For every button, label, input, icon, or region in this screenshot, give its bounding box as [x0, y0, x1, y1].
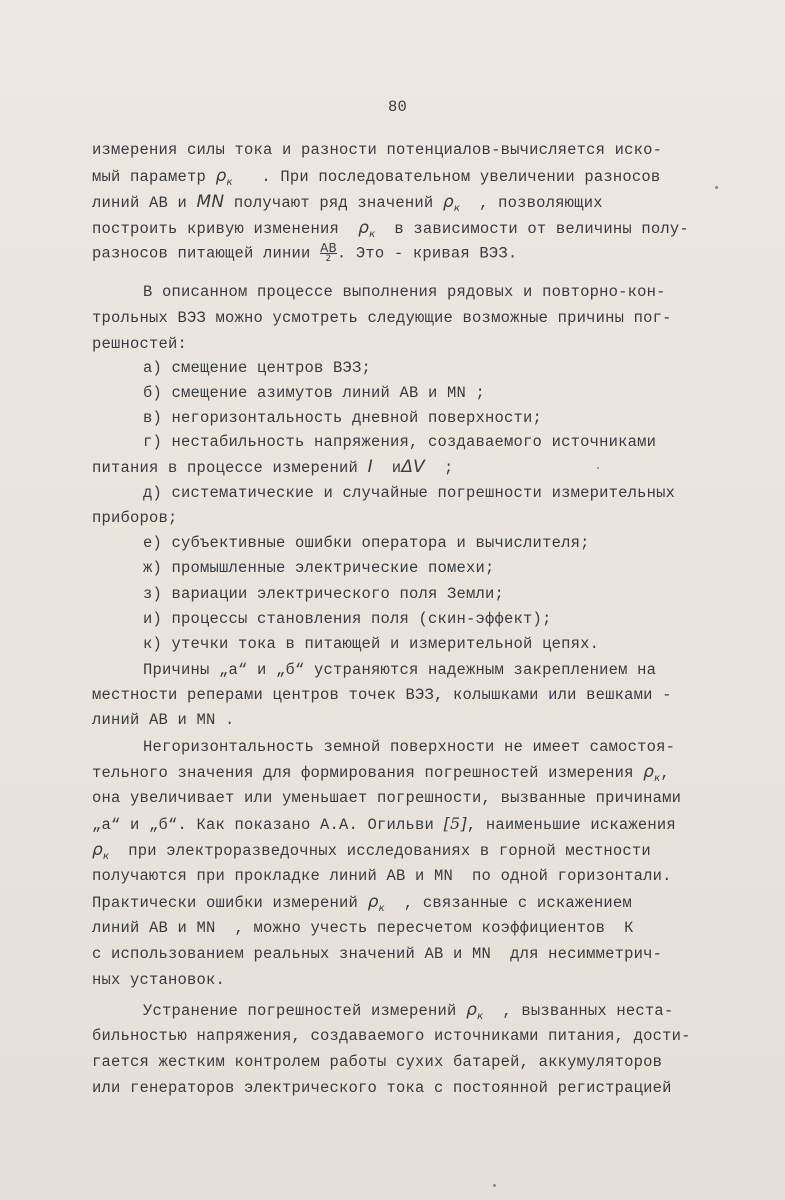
text-line: разносов питающей линии $\frac{AB}{2}$ . Это - кривая ВЭЗ.: [92, 241, 518, 264]
text-line: бильностью напряжения, создаваемого источниками питания, дости-: [92, 1027, 691, 1045]
list-item: в) негоризонтальность дневной поверхности;: [143, 409, 543, 427]
rho-symbol: $\rho_к$: [215, 166, 233, 188]
list-item: к) утечки тока в питающей и измерительной цепях.: [143, 635, 600, 653]
text-line: тельного значения для формирования погрешностей измерения $\rho_к$,: [92, 762, 670, 784]
text-line: решностей:: [92, 335, 188, 353]
current-symbol: I: [367, 457, 373, 477]
reference-citation: [5]: [443, 814, 467, 833]
text-line: получаются при прокладке линий АВ и MN по одной горизонтали.: [92, 867, 672, 885]
text-line: трольных ВЭЗ можно усмотреть следующие возможные причины пог-: [92, 309, 672, 327]
text-line: построить кривую изменения $\rho_к$ в зависимости от величины полу-: [92, 218, 689, 240]
text-line: „а“ и „б“. Как показано А.А. Огильви [5], наименьшие искажения: [92, 814, 676, 834]
mn-symbol: MN: [196, 192, 225, 212]
text-line: она увеличивает или уменьшает погрешности, вызванные причинами: [92, 789, 682, 807]
list-item: питания в процессе измерений I иΔV ;: [92, 457, 454, 477]
rho-symbol: $\rho_к$: [442, 192, 461, 214]
list-item: г) нестабильность напряжения, создаваемого источниками: [143, 433, 657, 451]
list-item: и) процессы становления поля (скин-эффект);: [143, 610, 552, 628]
list-item: д) систематические и случайные погрешности измерительных: [143, 484, 676, 502]
text-line: Причины „а“ и „б“ устраняются надежным закреплением на: [143, 661, 657, 679]
text-line: линий АВ и MN , можно учесть пересчетом коэффициентов К: [92, 919, 634, 937]
rho-symbol: $\rho_к$: [466, 1000, 484, 1022]
paper-speck: [493, 1184, 496, 1187]
list-item: з) вариации электрического поля Земли;: [143, 585, 505, 603]
list-item: а) смещение центров ВЭЗ;: [143, 359, 372, 377]
list-item: приборов;: [92, 509, 178, 527]
text-line: В описанном процессе выполнения рядовых и повторно-кон-: [143, 283, 666, 301]
text-line: с использованием реальных значений АВ и MN для несимметрич-: [92, 945, 663, 963]
text-line: местности реперами центров точек ВЭЗ, колышками или вешками -: [92, 686, 672, 704]
text-line: мый параметр $\rho_к$ . При последовательном увеличении разносов: [92, 166, 661, 188]
text-line: линий АВ и MN получают ряд значений $\rho_к$ , позволяющих: [92, 192, 603, 214]
rho-symbol: $\rho_к$: [92, 840, 110, 862]
text-line: или генераторов электрического тока с постоянной регистрацией: [92, 1079, 672, 1097]
text-line: Устранение погрешностей измерений $\rho_к$ , вызванных неста-: [143, 1000, 674, 1022]
text-line: измерения силы тока и разности потенциалов-вычисляется иско-: [92, 141, 663, 159]
text-line: линий АВ и MN .: [92, 711, 235, 729]
text-line: гается жестким контролем работы сухих батарей, аккумуляторов: [92, 1053, 663, 1071]
text-line: ных установок.: [92, 971, 226, 989]
rho-symbol: $\rho_к$: [367, 892, 385, 914]
paper-speck: [715, 186, 718, 189]
rho-symbol: $\rho_к$: [358, 218, 376, 240]
list-item: е) субъективные ошибки оператора и вычислителя;: [143, 534, 590, 552]
list-item: ж) промышленные электрические помехи;: [143, 559, 495, 577]
text-line: $\rho_к$ при электроразведочных исследованиях в горной местности: [92, 840, 651, 862]
half-spacing-fraction: $\frac{AB}{2}$: [320, 241, 337, 264]
paper-speck: [597, 467, 599, 469]
text-line: Негоризонтальность земной поверхности не имеет самостоя-: [143, 738, 676, 756]
page-number: 80: [388, 98, 408, 116]
delta-v-symbol: ΔV: [401, 457, 425, 477]
text-line: Практически ошибки измерений $\rho_к$ , связанные с искажением: [92, 892, 632, 914]
list-item: б) смещение азимутов линий АВ и MN ;: [143, 384, 486, 402]
rho-symbol: $\rho_к$: [643, 762, 661, 784]
